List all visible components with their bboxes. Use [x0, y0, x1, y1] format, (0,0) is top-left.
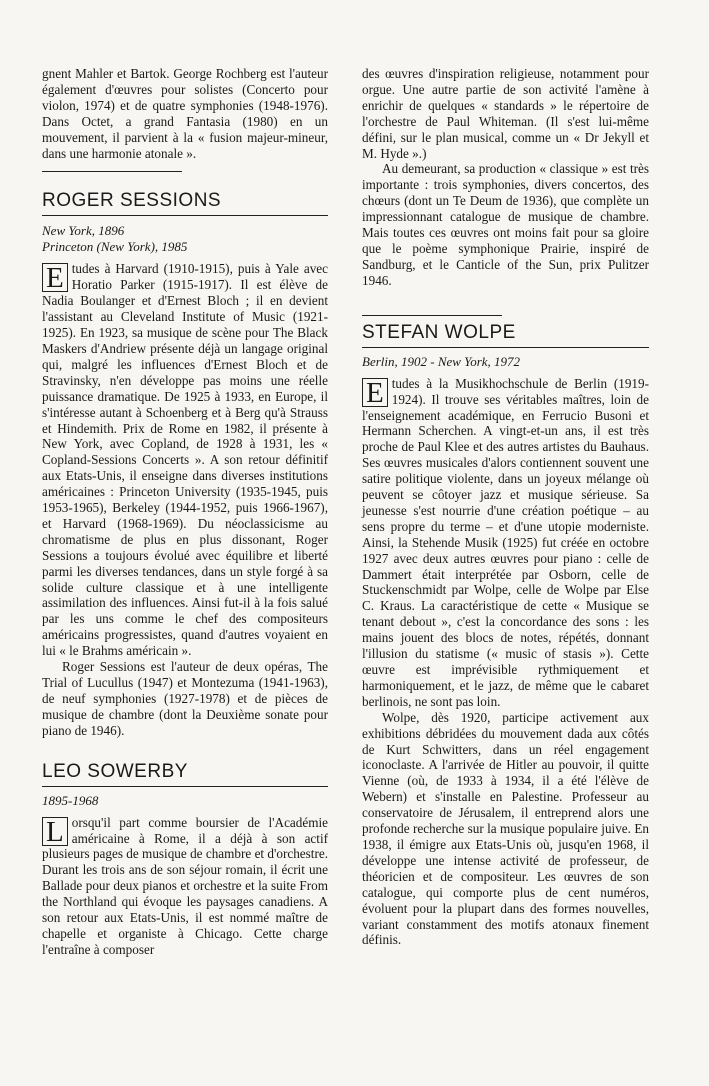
section-subtitle: Berlin, 1902 - New York, 1972	[362, 353, 521, 369]
section-leo-sowerby	[42, 761, 328, 958]
section-stefan-wolpe	[362, 315, 649, 949]
right-column	[362, 66, 649, 948]
body-paragraph: des œuvres d'inspiration religieuse, notamment pour orgue. Une autre partie de son activité l'amène à enrichir de quelques « standards » le répertoire de l'orchestre de Paul Whiteman. (Il s'est lui-même défini, sur le plan musical, comme un « Dr Jekyll et M. Hyde ».)	[362, 66, 649, 161]
body-paragraph: L orsqu'il part comme boursier de l'Académie américaine à Rome, il a déjà à son actif plusieurs pages de musique de chambre et d'orchestre. Durant les trois ans de son séjour romain, il écrit une Ballade pour deux pianos et orchestre et la suite From the Northland qui évoque les paysages canadiens. A son retour aux Etats-Unis, il est nommé maître de chapelle et organiste à Chicago. Cette charge l'entraîne à composer	[42, 814, 328, 957]
section-subtitle: 1895-1968	[42, 792, 99, 808]
section-title: STEFAN WOLPE	[362, 322, 649, 348]
divider	[42, 171, 182, 172]
body-paragraph: Roger Sessions est l'auteur de deux opéras, The Trial of Lucullus (1947) et Montezuma (1941-1963), de neuf symphonies (1927-1978) et de pièces de musique de chambre (dont la Deuxième sonate pour piano de 1946).	[42, 659, 328, 738]
divider	[362, 315, 502, 316]
body-paragraph: Wolpe, dès 1920, participe activement aux exhibitions débridées du mouvement dada aux côtés de Kurt Schwitters, dans un réel engagement iconoclaste. A l'arrivée de Hitler au pouvoir, il quitte Vienne (où, de 1933 à 1934, il a été l'élève de Webern) et s'installe en Palestine. Professeur au conservatoire de Jérusalem, il entreprend alors une profonde recherche sur la musique populaire juive. En 1938, il émigre aux Etats-Unis où, jusqu'en 1968, il développe une intense activité de professeur, de théoricien et de compositeur. Les œuvres de son catalogue, qui comporte plus de cent numéros, évoluent pour la plupart dans des formes nouvelles, variant constamment des motifs atonaux finement définis.	[362, 709, 649, 948]
section-title: LEO SOWERBY	[42, 761, 328, 787]
intro-paragraph: gnent Mahler et Bartok. George Rochberg est l'auteur également d'œuvres pour solistes (Concerto pour violon, 1974) et de quatre symphonies (1948-1976). Dans Octet, a grand Fantasia (1980) en un mouvement, il parvient à la « fusion majeur-mineur, dans une harmonie atonale ».	[42, 66, 328, 161]
drop-initial: E	[42, 263, 68, 292]
section-title: ROGER SESSIONS	[42, 190, 328, 216]
drop-initial: E	[362, 378, 388, 407]
left-column	[42, 66, 328, 958]
body-paragraph: E tudes à Harvard (1910-1915), puis à Yale avec Horatio Parker (1915-1917). Il est élève de Nadia Boulanger et d'Ernest Bloch ; il en devient l'assistant au Cleveland Institute of Music (1921-1925). En 1923, sa musique de scène pour The Black Maskers d'Andriew présente déjà un langage original qui, malgré les influences d'Ernest Bloch et de Stravinsky, n'en développe pas moins une réelle puissance dramatique. De 1925 à 1933, en Europe, il s'intéresse autant à Schoenberg et à Berg qu'à Strauss et Hindemith. Prix de Rome en 1982, il présente à New York, avec Copland, de 1928 à 1931, les « Copland-Sessions Concerts ». A son retour définitif aux Etats-Unis, il enseigne dans diverses institutions américaines : Princeton University (1935-1945, puis 1953-1965), Berkeley (1944-1952, puis 1966-1967), et Harvard (1968-1969). Du néoclassicisme au chromatisme de plus en plus dissonant, Roger Sessions a toujours évolué avec équilibre et liberté parmi les diverses tendances, dans un style forgé à sa solide culture classique et à une intelligente assimilation des influences. Ainsi fut-il à la fois salué par les uns comme le chef des compositeurs américains progressistes, quand d'autres voyaient en lui « le Brahms américain ».	[42, 261, 328, 659]
body-paragraph: Au demeurant, sa production « classique » est très importante : trois symphonies, divers concertos, des chœurs (dont un Te Deum de 1936), que complète un impressionnant catalogue de musique de chambre. Mais toutes ces œuvres ont moins fait pour sa gloire que le poème symphonique Prairie, inspiré de Sandburg, et le Canticle of the Sun, prix Pulitzer 1946.	[362, 161, 649, 288]
section-subtitle: New York, 1896 Princeton (New York), 1985	[42, 223, 188, 255]
section-roger-sessions	[42, 190, 328, 738]
drop-initial: L	[42, 817, 68, 846]
body-paragraph: E tudes à la Musikhochschule de Berlin (1919-1924). Il trouve ses véritables maîtres, loin de l'enseignement académique, en Ferrucio Busoni et Hermann Scherchen. A vingt-et-un ans, il est très proche de Paul Klee et des autres artistes du Bauhaus. Ses œuvres musicales d'alors contiennent souvent une satire politique violente, dans un joyeux mélange où peuvent se côtoyer jazz et musique sérieuse. Sa jeunesse s'est nourrie d'une création poétique – au sens propre du terme – et d'une utopie moderniste. Ainsi, la Stehende Musik (1925) fut créée en octobre 1927 avec deux autres œuvres pour piano : celle de Dammert était interprétée par Osborn, celle de Stuckenschmidt par Wolpe, celle de Wolpe par Else C. Kraus. La caractéristique de cette « Musique se tenant debout », c'est la concordance des sons : les mains jouent des blocs de notes, répétés, donnant l'illusion du statisme (« music of stasis »). Cette œuvre est imprévisible rythmiquement et harmoniquement, et le jazz, de même que le cabaret berlinois, ne sont pas loin.	[362, 375, 649, 709]
